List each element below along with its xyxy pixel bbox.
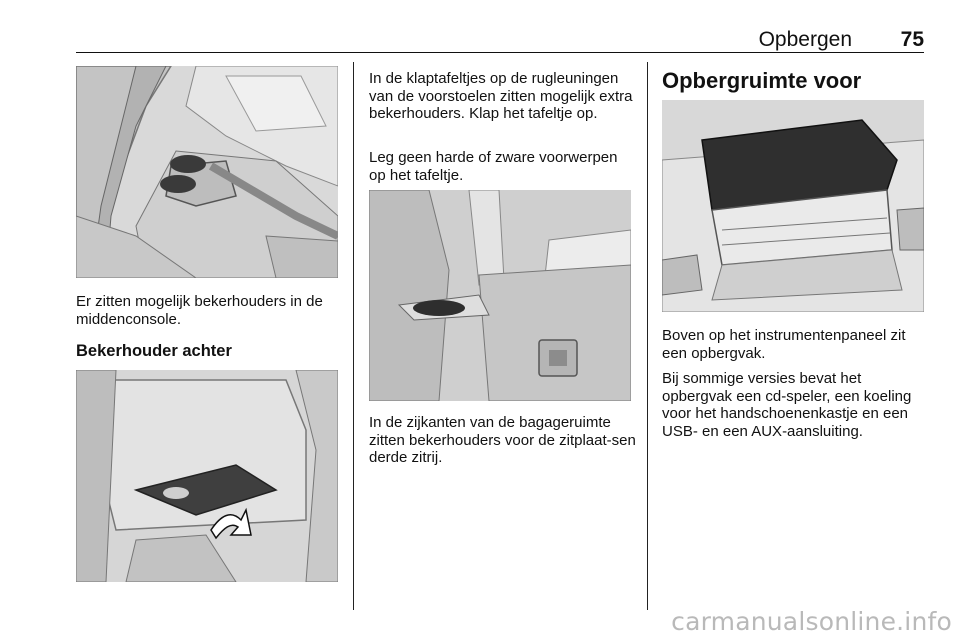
center-console-cupholder-illustration (76, 66, 338, 278)
paragraph-cd-player-cooling: Bij sommige versies bevat het opbergvak een cd-speler, een koeling voor het handschoenenkastje en een USB- en een AUX-aansluiting. (662, 370, 912, 440)
watermark: carmanualsonline.info (671, 607, 952, 636)
page-header (76, 28, 924, 52)
paragraph-center-console: Er zitten mogelijk bekerhouders in de middenconsole. (76, 293, 323, 328)
luggage-compartment-cupholder-illustration (369, 190, 631, 401)
section-heading-front-storage: Opbergruimte voor (662, 68, 862, 93)
paragraph-no-heavy-objects: Leg geen harde of zware voorwerpen op het tafeltje. (369, 149, 618, 184)
heading-rear-cupholder: Bekerhouder achter (76, 342, 232, 360)
instrument-panel-storage-illustration (662, 100, 924, 312)
page-number: 75 (900, 28, 924, 51)
header-rule (76, 52, 924, 53)
chapter-title: Opbergen (758, 28, 852, 51)
paragraph-luggage-cupholders: In de zijkanten van de bagageruimte zitten bekerhouders voor de zitplaat-sen derde zitrij. (369, 414, 636, 466)
column-divider-right (647, 62, 648, 610)
column-divider-left (353, 62, 354, 610)
paragraph-storage-compartment: Boven op het instrumentenpaneel zit een opbergvak. (662, 327, 906, 362)
paragraph-fold-tables: In de klaptafeltjes op de rugleuningen van de voorstoelen zitten mogelijk extra bekerhouders. Klap het tafeltje op. (369, 70, 633, 122)
rear-fold-table-illustration (76, 370, 338, 582)
